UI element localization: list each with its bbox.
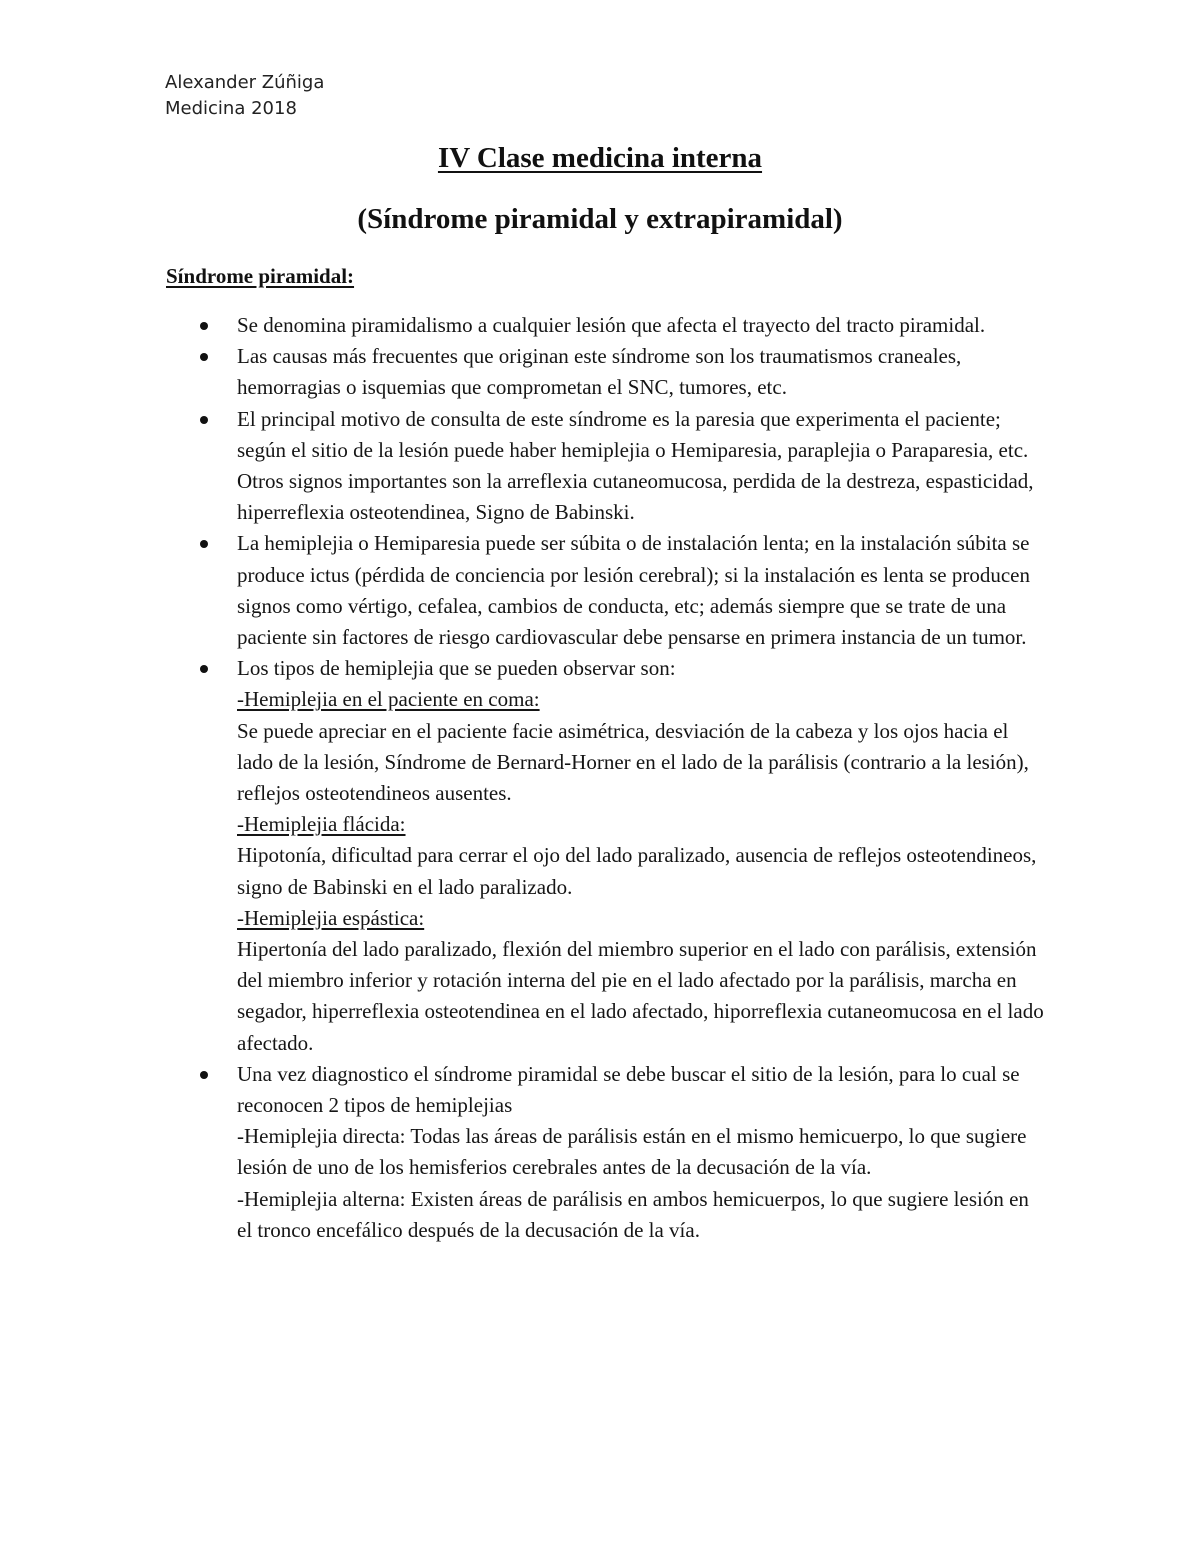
bullet-item	[165, 341, 1045, 403]
bullet-text: Una vez diagnostico el síndrome piramidal se debe buscar el sitio de la lesión, para lo cual se reconocen 2 tipos de hemiplejias	[237, 1061, 1020, 1118]
author-block	[165, 70, 324, 122]
bullet-dot-icon	[200, 1071, 208, 1079]
bullet-item	[165, 528, 1045, 653]
bullet-dot-icon	[200, 540, 208, 548]
bullet-text: Se denomina piramidalismo a cualquier lesión que afecta el trayecto del tracto piramidal.	[237, 313, 986, 337]
bullet-list	[165, 310, 1045, 1246]
bullet-text: Las causas más frecuentes que originan este síndrome son los traumatismos craneales, hemorragias o isquemias que comprometan el SNC, tumores, etc.	[237, 344, 962, 400]
bullet-item	[165, 1059, 1045, 1246]
subsection-text-flacida: Hipotonía, dificultad para cerrar el ojo del lado paralizado, ausencia de reflejos osteotendineos, signo de Babinski en el lado paralizado.	[237, 843, 1037, 899]
bullet-dot-icon	[200, 416, 208, 424]
course-label: Medicina 2018	[165, 98, 297, 119]
bullet-dot-icon	[200, 322, 208, 330]
bullet-item	[165, 310, 1045, 341]
bullet-item	[165, 404, 1045, 529]
hemiplejia-directa-text: -Hemiplejia directa: Todas las áreas de parálisis están en el mismo hemicuerpo, lo que sugiere lesión de uno de los hemisferios cerebrales antes de la decusación de la vía.	[237, 1124, 1027, 1180]
bullet-dot-icon	[200, 665, 208, 673]
bullet-dot-icon	[200, 353, 208, 361]
subsection-heading-espastica: -Hemiplejia espástica:	[237, 905, 425, 930]
bullet-text: El principal motivo de consulta de este síndrome es la paresia que experimenta el paciente; según el sitio de la lesión puede haber hemiplejia o Hemiparesia, paraplejia o Paraparesia, etc. Otros signos importantes son la arreflexia cutaneomucosa, perdida de la destreza, espasticidad, hiperreflexia osteotendinea, Signo de Babinski.	[237, 406, 1034, 525]
author-name: Alexander Zúñiga	[165, 72, 325, 93]
bullet-text: Los tipos de hemiplejia que se pueden observar son:	[237, 656, 676, 681]
subsection-heading-flacida: -Hemiplejia flácida:	[237, 812, 406, 837]
document-subtitle: (Síndrome piramidal y extrapiramidal)	[357, 203, 843, 235]
bullet-text: La hemiplejia o Hemiparesia puede ser súbita o de instalación lenta; en la instalación súbita se produce ictus (pérdida de conciencia por lesión cerebral); si la instalación es lenta se producen signos como vértigo, cefalea, cambios de conducta, etc; además siempre que se trate de una paciente sin factores de riesgo cardiovascular debe pensarse en primera instancia de un tumor.	[237, 531, 1031, 650]
section-heading: Síndrome piramidal:	[166, 264, 355, 288]
subsection-text-coma: Se puede apreciar en el paciente facie asimétrica, desviación de la cabeza y los ojos hacia el lado de la lesión, Síndrome de Bernard-Horner en el lado de la parálisis (contrario a la lesión), reflejos osteotendineos ausentes.	[237, 718, 1029, 806]
subsection-text-espastica: Hipertonía del lado paralizado, flexión del miembro superior en el lado con parálisis, extensión del miembro inferior y rotación interna del pie en el lado afectado por la parálisis, marcha en segador, hiperreflexia osteotendinea en el lado afectado, hiporreflexia cutaneomucosa en el lado afectado.	[237, 937, 1044, 1055]
bullet-item	[165, 653, 1045, 1059]
hemiplejia-alterna-text: -Hemiplejia alterna: Existen áreas de parálisis en ambos hemicuerpos, lo que sugiere lesión en el tronco encefálico después de la decusación de la vía.	[237, 1186, 1029, 1242]
subsection-heading-coma: -Hemiplejia en el paciente en coma:	[237, 687, 540, 712]
document-title: IV Clase medicina interna	[437, 142, 763, 174]
